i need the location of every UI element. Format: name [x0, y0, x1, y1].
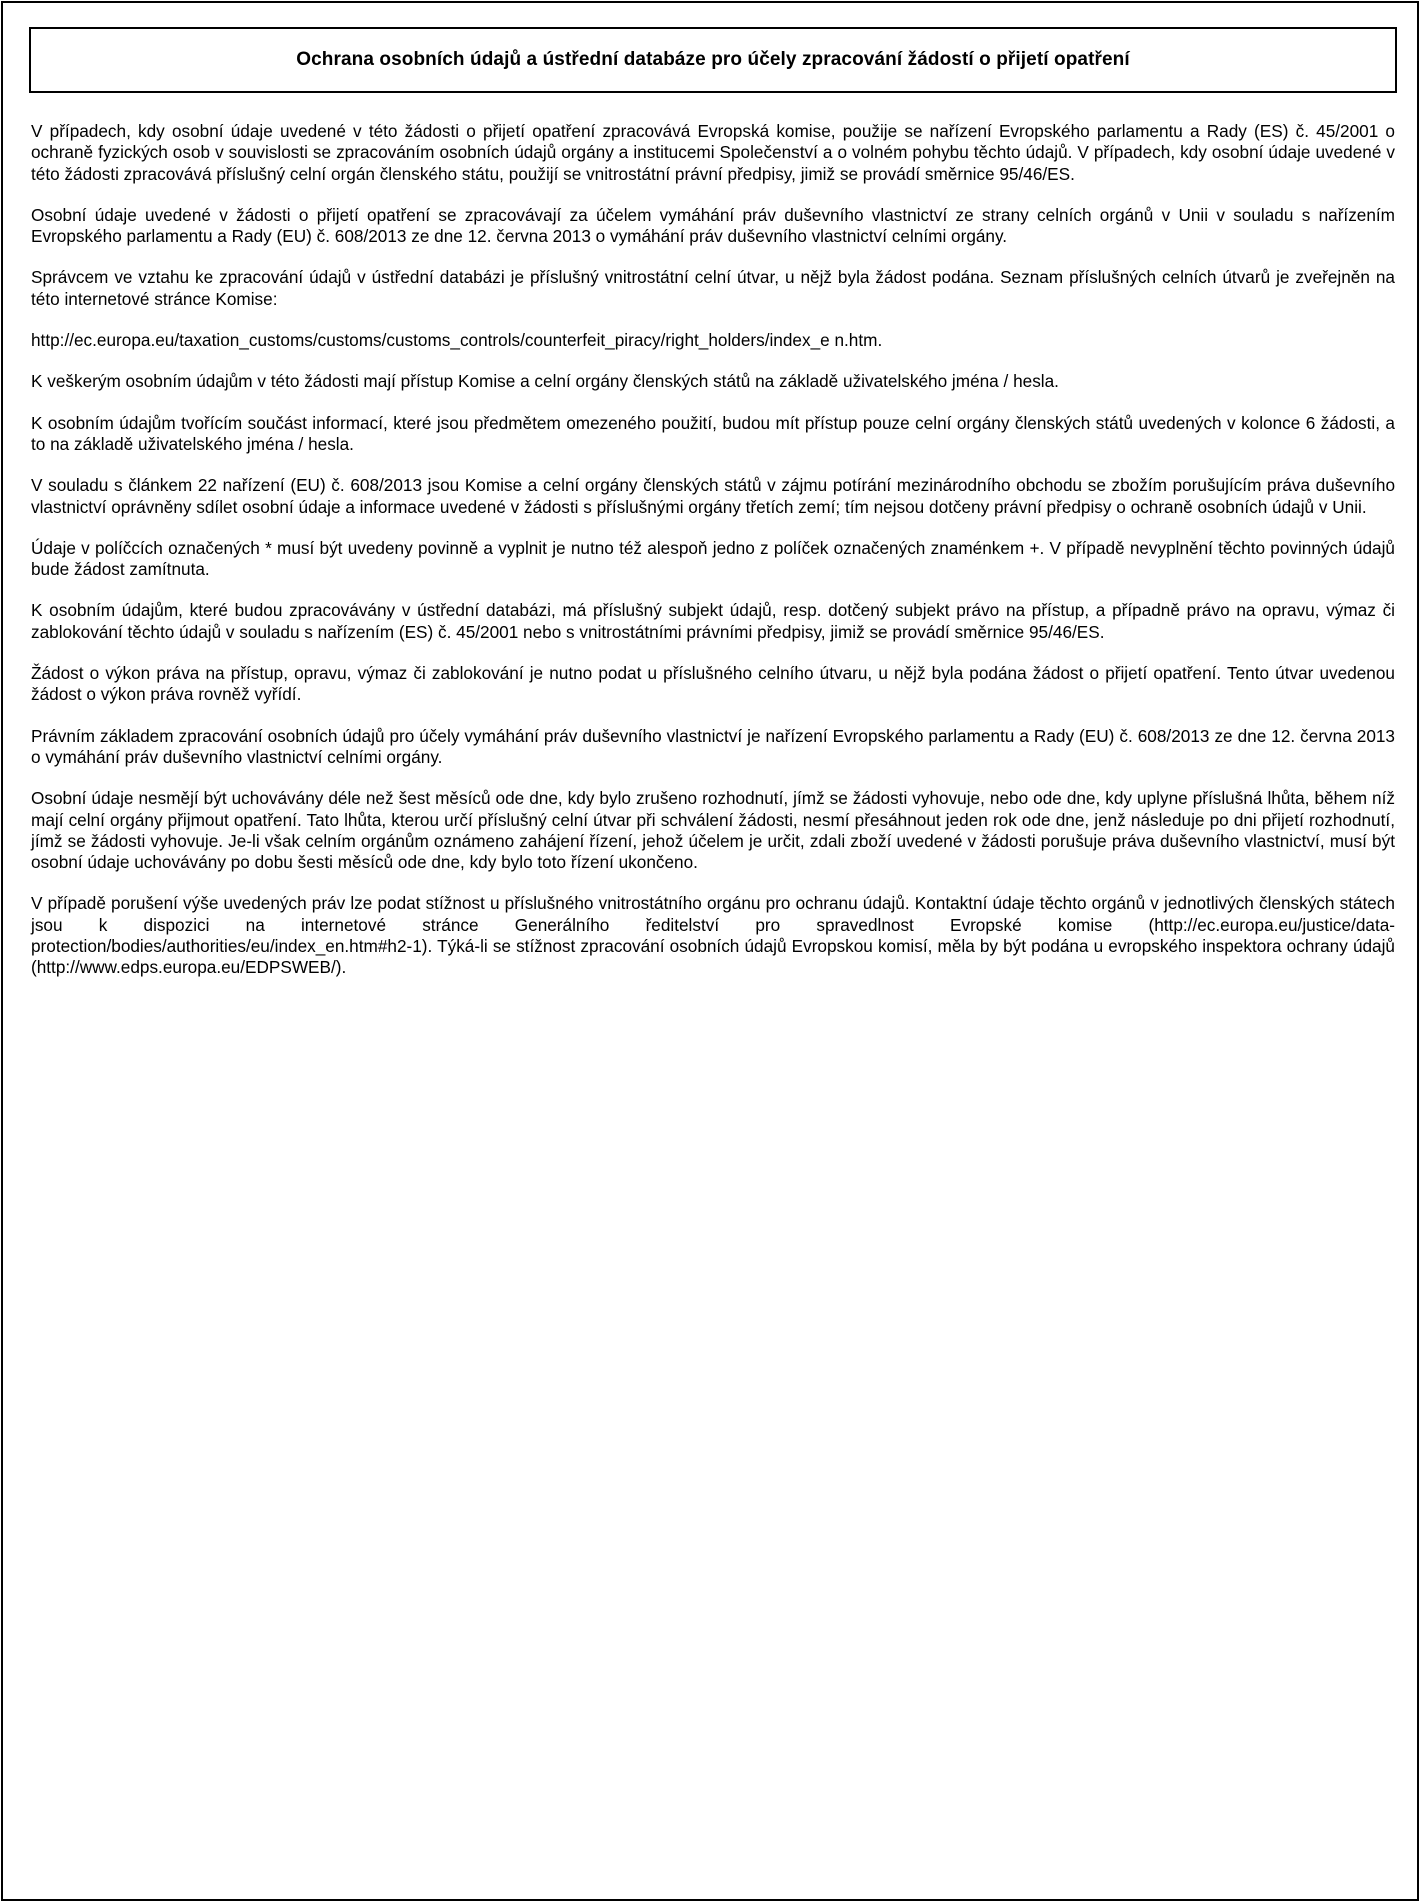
- paragraph-access-restricted: K osobním údajům tvořícím součást informací, které jsou předmětem omezeného použití, budou mít přístup pouze celní orgány členských států uvedených v kolonce 6 žádosti, a to na základě uživatelského jména / hesla.: [31, 412, 1395, 454]
- paragraph-mandatory-fields: Údaje v políčcích označených * musí být uvedeny povinně a vyplnit je nutno též alespoň jedno z políček označených znaménkem +. V případě nevyplnění těchto povinných údajů bude žádost zamítnuta.: [31, 537, 1395, 580]
- document-body: [31, 121, 1395, 999]
- title-box: [29, 27, 1397, 93]
- paragraph-purpose: Osobní údaje uvedené v žádosti o přijetí opatření se zpracovávají za účelem vymáhání práv duševního vlastnictví ze strany celních orgánů v Unii v souladu s nařízením Evropského parlamentu a Rady (EU) č. 608/2013 ze dne 12. června 2013 o vymáhání práv duševního vlastnictví celními orgány.: [31, 204, 1395, 247]
- document-frame: [1, 1, 1419, 1901]
- paragraph-complaints: V případě porušení výše uvedených práv lze podat stížnost u příslušného vnitrostátního orgánu pro ochranu údajů. Kontaktní údaje těchto orgánů v jednotlivých členských státech jsou k dispozici na internetové stránce Generálního ředitelství pro spravedlnost Evropské komise (http://ec.europa.eu/justice/data-protection/bodies/authorities/eu/index_en.htm#h2-1). Týká-li se stížnost zpracování osobních údajů Evropskou komisí, měla by být podána u evropského inspektora ochrany údajů (http://www.edps.europa.eu/EDPSWEB/).: [31, 893, 1395, 978]
- paragraph-retention: Osobní údaje nesmějí být uchovávány déle než šest měsíců ode dne, kdy bylo zrušeno rozhodnutí, jímž se žádosti vyhovuje, nebo ode dne, kdy uplyne příslušná lhůta, během níž mají celní orgány přijmout opatření. Tato lhůta, kterou určí příslušný celní útvar při schválení žádosti, nesmí přesáhnout jeden rok ode dne, jenž následuje po dni přijetí rozhodnutí, jímž se žádosti vyhovuje. Je-li však celním orgánům oznámeno zahájení řízení, jehož účelem je určit, zdali zboží uvedené v žádosti porušuje práva duševního vlastnictví, musí být osobní údaje uchovávány po dobu šesti měsíců ode dne, kdy bylo toto řízení ukončeno.: [31, 788, 1395, 873]
- paragraph-data-subject-rights: K osobním údajům, které budou zpracovávány v ústřední databázi, má příslušný subjekt údajů, resp. dotčený subjekt právo na přístup, a případně právo na opravu, výmaz či zablokování těchto údajů v souladu s nařízením (ES) č. 45/2001 nebo s vnitrostátními právními předpisy, jimiž se provádí směrnice 95/46/ES.: [31, 600, 1395, 642]
- paragraph-rights-request: Žádost o výkon práva na přístup, opravu, výmaz či zablokování je nutno podat u příslušného celního útvaru, u nějž byla podána žádost o přijetí opatření. Tento útvar uvedenou žádost o výkon práva rovněž vyřídí.: [31, 663, 1395, 705]
- paragraph-access-all: K veškerým osobním údajům v této žádosti mají přístup Komise a celní orgány členských států na základě uživatelského jména / hesla.: [31, 371, 1059, 392]
- paragraph-third-countries: V souladu s článkem 22 nařízení (EU) č. 608/2013 jsou Komise a celní orgány členských států v zájmu potírání mezinárodního obchodu se zbožím porušujícím práva duševního vlastnictví oprávněny sdílet osobní údaje a informace uvedené v žádosti s příslušnými orgány třetích zemí; tím nejsou dotčeny právní předpisy o ochraně osobních údajů v Unii.: [31, 475, 1395, 517]
- paragraph-customs-url: http://ec.europa.eu/taxation_customs/customs/customs_controls/counterfeit_piracy/right_holders/index_e n.htm.: [31, 330, 883, 351]
- document-title: Ochrana osobních údajů a ústřední databáze pro účely zpracování žádostí o přijetí opatření: [296, 49, 1130, 70]
- paragraph-legal-basis: Právním základem zpracování osobních údajů pro účely vymáhání práv duševního vlastnictví je nařízení Evropského parlamentu a Rady (EU) č. 608/2013 ze dne 12. června 2013 o vymáhání práv duševního vlastnictví celními orgány.: [31, 725, 1395, 767]
- paragraph-controller-eu-commission: V případech, kdy osobní údaje uvedené v této žádosti o přijetí opatření zpracovává Evropská komise, použije se nařízení Evropského parlamentu a Rady (ES) č. 45/2001 o ochraně fyzických osob v souvislosti se zpracováním osobních údajů orgány a institucemi Společenství a o volném pohybu těchto údajů. V případech, kdy osobní údaje uvedené v této žádosti zpracovává příslušný celní orgán členského státu, použijí se vnitrostátní právní předpisy, jimiž se provádí směrnice 95/46/ES.: [31, 121, 1395, 184]
- paragraph-data-controller: Správcem ve vztahu ke zpracování údajů v ústřední databázi je příslušný vnitrostátní celní útvar, u nějž byla žádost podána. Seznam příslušných celních útvarů je zveřejněn na této internetové stránce Komise:: [31, 267, 1395, 309]
